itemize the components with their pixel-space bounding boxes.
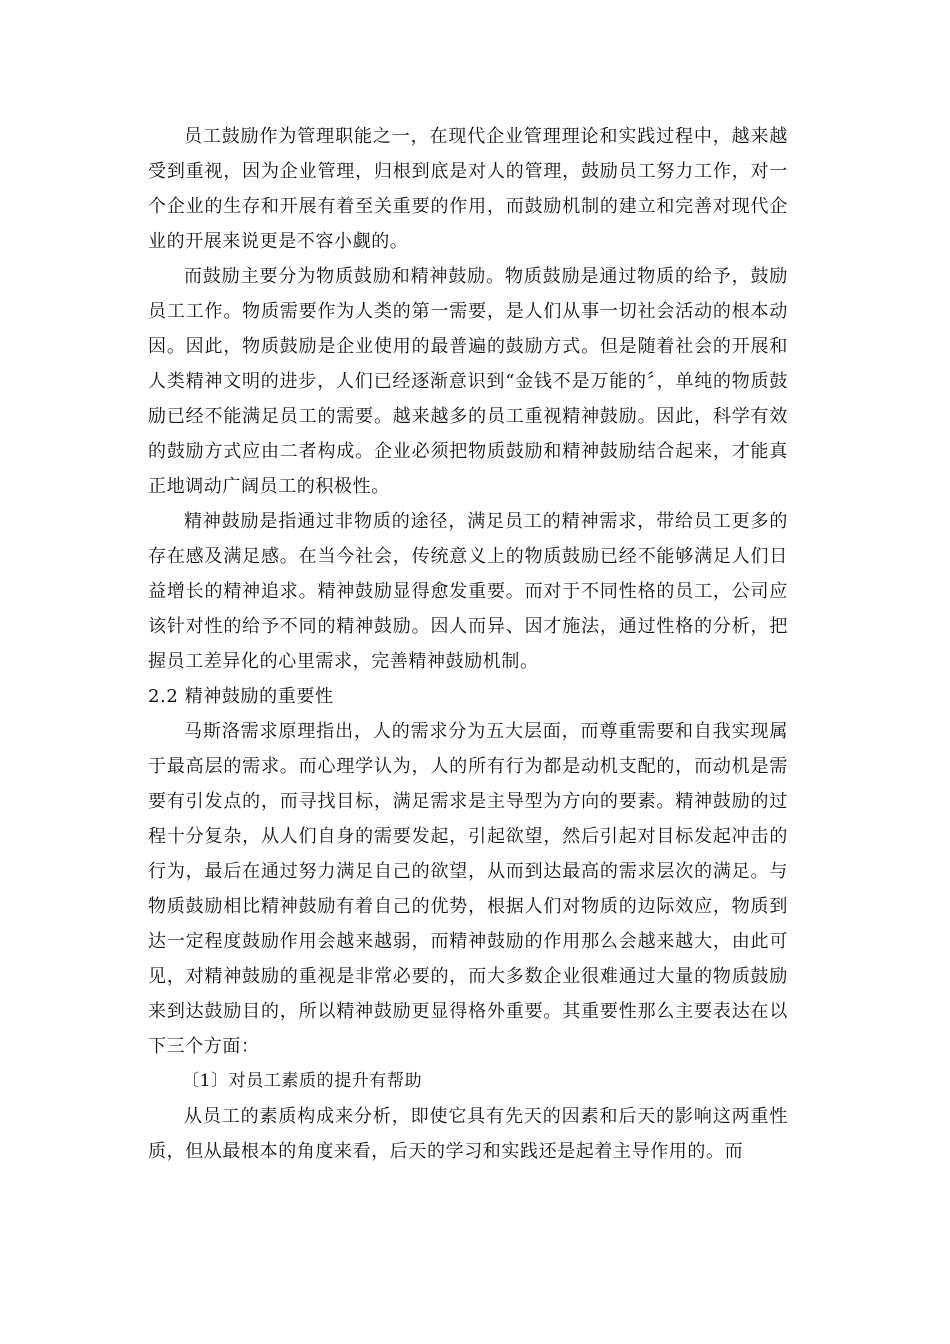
paragraph-spiritual-definition: 精神鼓励是指通过非物质的途径，满足员工的精神需求，带给员工更多的存在感及满足感。在当今社会，传统意义上的物质鼓励已经不能够满足人们日益增长的精神追求。精神鼓励显得愈发重要。而对于不同性格的员工，公司应该针对性的给予不同的精神鼓励。因人而异、因才施法，通过性格的分析，把握员工差异化的心里需求，完善精神鼓励机制。 — [148, 511, 788, 672]
subheading-quality-improvement: 〔1〕对员工素质的提升有帮助 — [182, 1071, 423, 1091]
paragraph-quality-analysis: 从员工的素质构成来分析，即使它具有先天的因素和后天的影响这两重性质，但从最根本的角度来看，后天的学习和实践还是起着主导作用的。而 — [148, 1106, 788, 1162]
paragraph-maslow: 马斯洛需求原理指出，人的需求分为五大层面，而尊重需要和自我实现属于最高层的需求。而心理学认为，人的所有行为都是动机支配的，而动机是需要有引发点的，而寻找目标，满足需求是主导型为方向的要素。精神鼓励的过程十分复杂，从人们自身的需要发起，引起欲望，然后引起对目标发起冲击的行为，最后在通过努力满足自己的欲望，从而到达最高的需求层次的满足。与物质鼓励相比精神鼓励有着自己的优势，根据人们对物质的边际效应，物质到达一定程度鼓励作用会越来越弱，而精神鼓励的作用那么会越来越大，由此可见，对精神鼓励的重视是非常必要的，而大多数企业很难通过大量的物质鼓励来到达鼓励目的，所以精神鼓励更显得格外重要。其重要性那么主要表达在以下三个方面： — [148, 721, 788, 1057]
document-body — [148, 119, 788, 1169]
paragraph-employee-motivation: 员工鼓励作为管理职能之一，在现代企业管理理论和实践过程中，越来越受到重视，因为企业管理，归根到底是对人的管理，鼓励员工努力工作，对一个企业的生存和开展有着至关重要的作用，而鼓励机制的建立和完善对现代企业的开展来说更是不容小觑的。 — [148, 126, 788, 252]
paragraph-material-and-spiritual: 而鼓励主要分为物质鼓励和精神鼓励。物质鼓励是通过物质的给予，鼓励员工工作。物质需要作为人类的第一需要，是人们从事一切社会活动的根本动因。因此，物质鼓励是企业使用的最普遍的鼓励方式。但是随着社会的开展和人类精神文明的进步，人们已经逐渐意识到“金钱不是万能的〞，单纯的物质鼓励已经不能满足员工的需要。越来越多的员工重视精神鼓励。因此，科学有效的鼓励方式应由二者构成。企业必须把物质鼓励和精神鼓励结合起来，才能真正地调动广阔员工的积极性。 — [148, 266, 788, 497]
section-heading: 2.2 精神鼓励的重要性 — [148, 686, 334, 707]
